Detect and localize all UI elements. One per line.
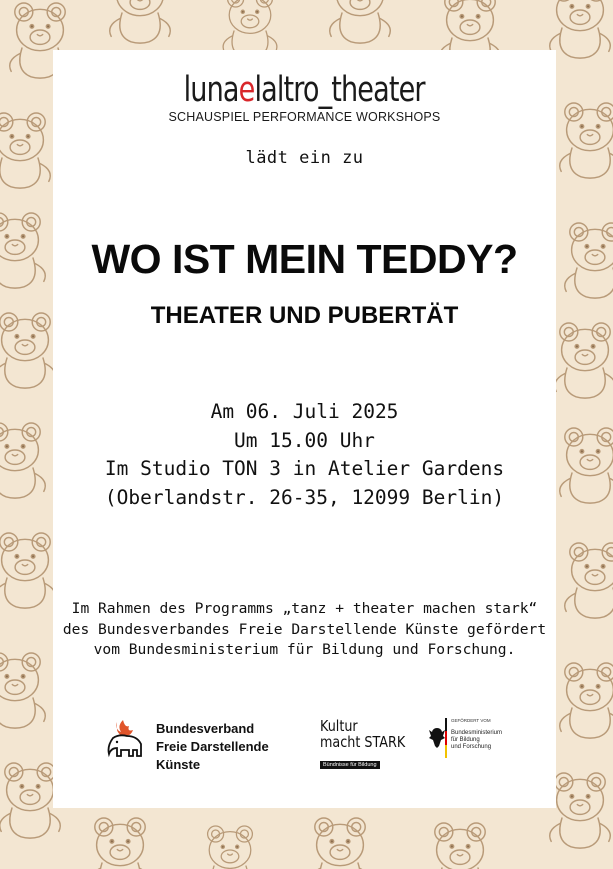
elephant-flame-icon	[103, 718, 151, 760]
event-date: Am 06. Juli 2025	[210, 400, 399, 423]
bmbf-line: und Forschung	[451, 744, 492, 750]
kms-line: macht STARK	[320, 733, 406, 751]
bfdk-logo	[103, 718, 269, 772]
logo-wordmark-accent: e	[238, 70, 255, 110]
bfdk-line: Künste	[156, 757, 201, 772]
logo-wordmark-part: laltro_theater	[254, 70, 426, 110]
event-venue: Im Studio TON 3 in Atelier Gardens	[104, 457, 505, 480]
bmbf-logo	[427, 718, 503, 762]
theater-logo	[53, 72, 556, 124]
event-time: Um 15.00 Uhr	[234, 428, 375, 452]
bfdk-name	[156, 720, 269, 774]
invite-line: lädt ein zu	[245, 148, 364, 168]
event-address: (Oberlandstr. 26-35, 12099 Berlin)	[104, 485, 505, 509]
bmbf-line: für Bildung	[451, 737, 480, 743]
event-title: WO IST MEIN TEDDY?	[91, 236, 518, 282]
funding-notice: Im Rahmen des Programms „tanz + theater machen stark“ des Bundesverbandes Freie Darstellende Künste gefördert vom Bundesministerium für Bildung und Forschung.	[62, 600, 547, 658]
event-details	[53, 398, 556, 512]
logo-wordmark-part: luna	[183, 70, 239, 110]
federal-eagle-icon	[427, 718, 447, 758]
flyer-card	[53, 50, 556, 808]
bfdk-line: Bundesverband	[156, 721, 255, 736]
bmbf-line: Bundesministerium	[451, 730, 503, 736]
bfdk-line: Freie Darstellende	[156, 739, 269, 754]
bmbf-name	[451, 730, 511, 751]
logo-tagline: SCHAUSPIEL PERFORMANCE WORKSHOPS	[168, 110, 441, 124]
logo-wordmark	[184, 72, 425, 108]
event-subtitle: THEATER UND PUBERTÄT	[150, 302, 459, 329]
kms-tagline: Bündnisse für Bildung	[320, 761, 380, 769]
bmbf-caption: GEFÖRDERT VOM	[451, 718, 491, 723]
sponsor-logos	[53, 712, 556, 772]
kultur-macht-stark-logo	[320, 718, 420, 770]
kms-line: Kultur	[320, 717, 358, 735]
